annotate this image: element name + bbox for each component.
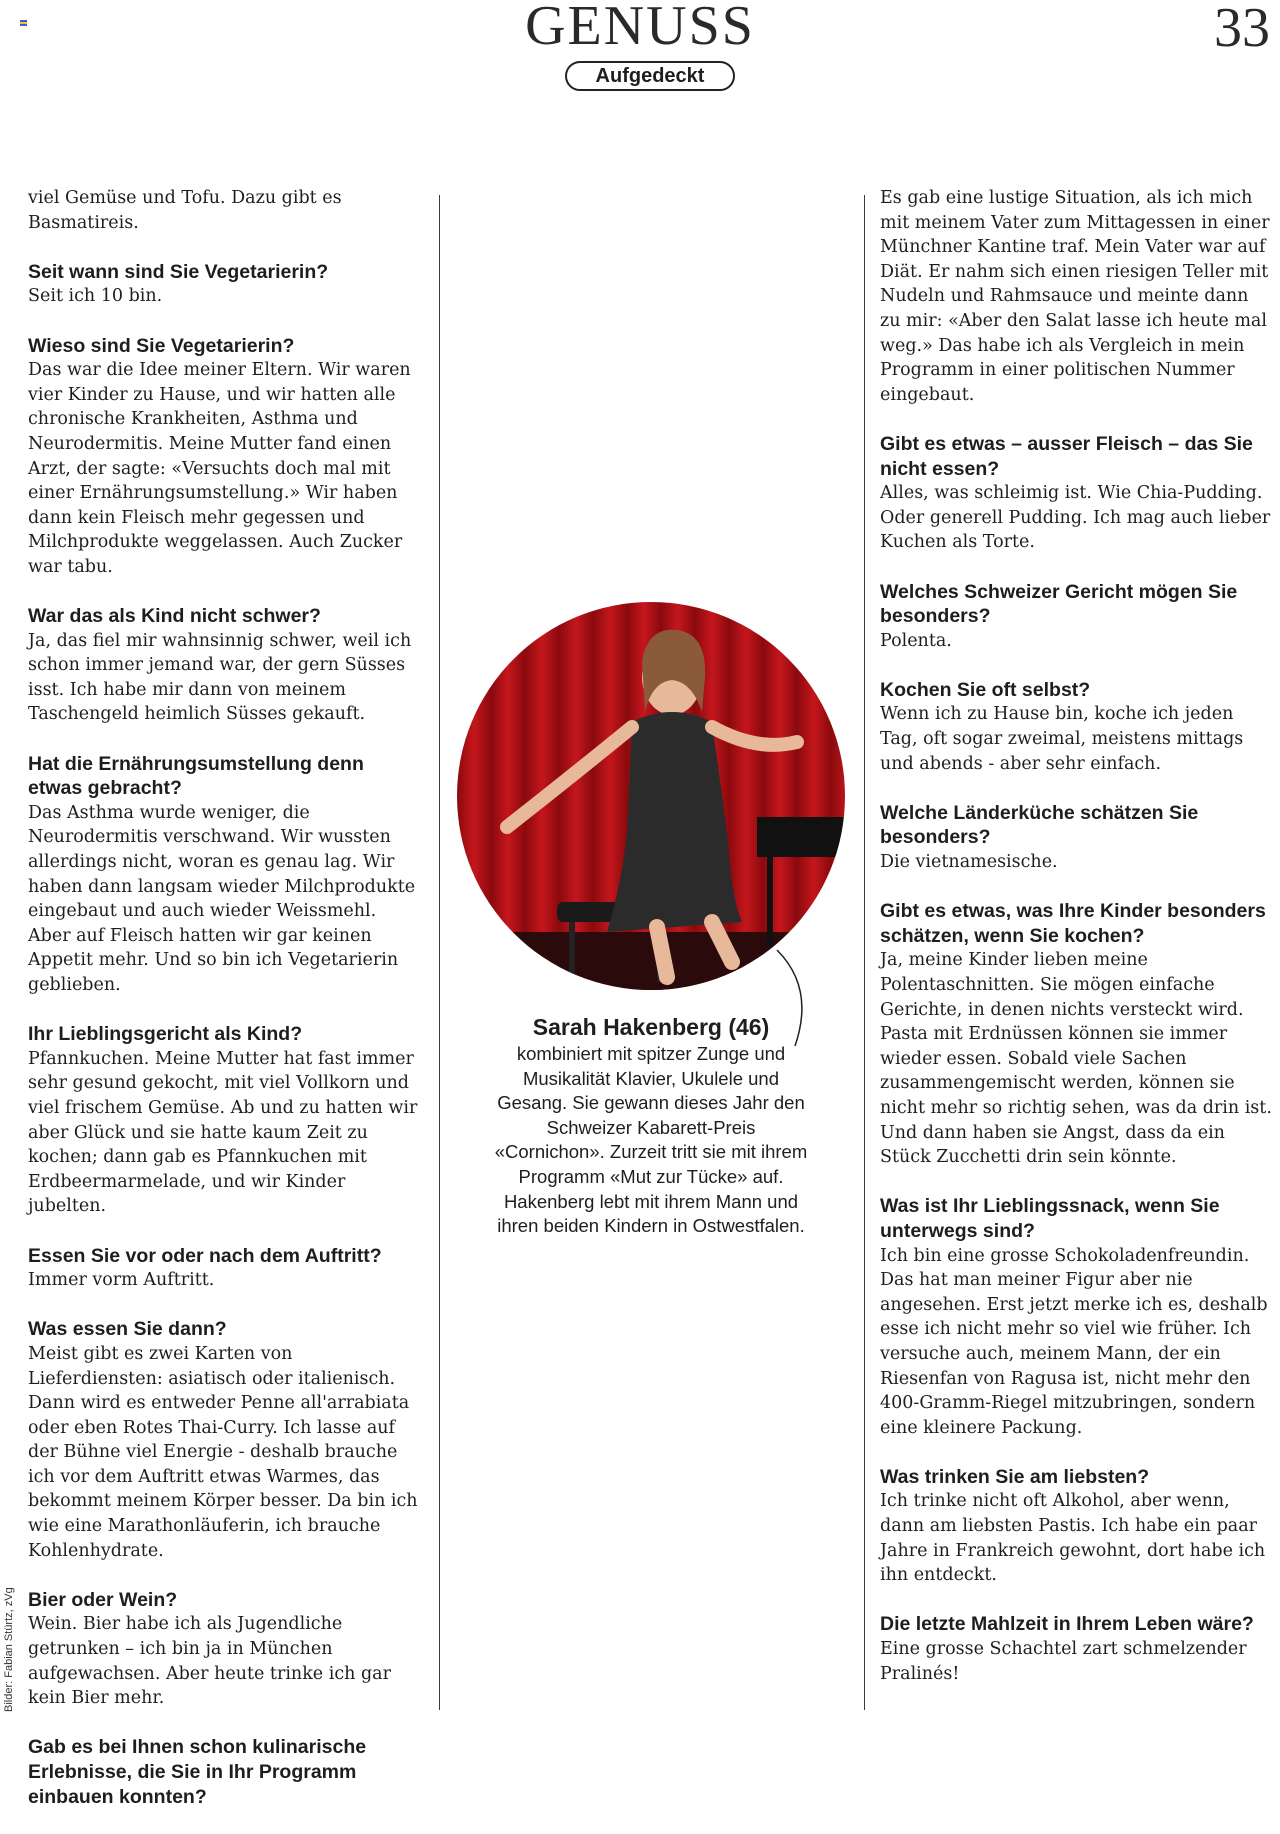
interview-question: Was trinken Sie am liebsten? (880, 1465, 1150, 1488)
interview-item (28, 1735, 423, 1809)
interview-item (28, 334, 423, 580)
page-number: 33 (1214, 0, 1270, 59)
column-divider (439, 195, 440, 1710)
interview-question: Wieso sind Sie Vegetarierin? (28, 334, 295, 357)
right-column (880, 186, 1272, 1711)
interview-question: Ihr Lieblingsgericht als Kind? (28, 1023, 303, 1046)
interview-item (28, 1317, 423, 1563)
interview-question: Seit wann sind Sie Vegetarierin? (28, 260, 329, 283)
interview-answer: Wein. Bier habe ich als Jugendliche getrunken – ich bin ja in München aufgewachsen. Aber heute trinke ich gar kein Bier mehr. (28, 1614, 391, 1709)
interview-answer: Alles, was schleimig ist. Wie Chia-Pudding. Oder generell Pudding. Ich mag auch lieber Kuchen als Torte. (880, 483, 1271, 553)
interview-item (28, 1244, 423, 1293)
interview-answer: Ja, das fiel mir wahnsinnig schwer, weil ich schon immer jemand war, der gern Süsses isst. Ich habe mir dann von meinem Taschengeld heimlich Süsses gekauft. (28, 630, 412, 725)
interview-answer: Ja, meine Kinder lieben meine Polentaschnitten. Sie mögen einfache Gerichte, in denen nichts versteckt wird. Pasta mit Erdnüssen können sie immer wieder essen. Sobald viele Sachen zusammengemischt werden, können sie nicht mehr so richtig sehen, was da drin ist. Und dann haben sie Angst, dass da ein Stück Zucchetti drin sein könnte. (880, 950, 1272, 1168)
interview-question: Bier oder Wein? (28, 1588, 178, 1611)
interview-item (880, 1194, 1272, 1440)
interview-item (28, 604, 423, 727)
interview-question: Kochen Sie oft selbst? (880, 678, 1091, 701)
interview-answer: Das Asthma wurde weniger, die Neurodermitis verschwand. Wir wussten allerdings nicht, woran es genau lag. Wir haben dann langsam wieder Milchprodukte eingebaut und auch wieder Weissmehl. Aber auf Fleisch hatten wir gar keinen Appetit mehr. Und so bin ich Vegetarierin geblieben. (28, 802, 416, 995)
interview-answer: Die vietnamesische. (880, 852, 1058, 873)
interview-answer: Wenn ich zu Hause bin, koche ich jeden Tag, oft sogar zweimal, meistens mittags und abends - aber sehr einfach. (880, 704, 1244, 774)
interview-item (28, 1022, 423, 1219)
interview-answer: Ich trinke nicht oft Alkohol, aber wenn, dann am liebsten Pastis. Ich habe ein paar Jahre in Frankreich gewohnt, dort habe ich ihn entdeckt. (880, 1491, 1266, 1586)
interview-answer: Eine grosse Schachtel zart schmelzender Pralinés! (880, 1639, 1247, 1684)
interview-answer: viel Gemüse und Tofu. Dazu gibt es Basmatireis. (28, 188, 342, 233)
interview-answer: Meist gibt es zwei Karten von Lieferdiensten: asiatisch oder italienisch. Dann wird es entweder Penne all'arrabiata oder eben Rotes Thai-Curry. Ich lasse auf der Bühne viel Energie - deshalb brauche ich vor dem Auftritt etwas Warmes, das bekommt meinem Körper besser. Da bin ich wie eine Marathonläuferin, ich brauche Kohlenhydrate. (28, 1343, 418, 1561)
photo-caption (492, 1012, 810, 1239)
interview-item (880, 432, 1272, 555)
section-title: GENUSS (525, 0, 755, 57)
photo-credit: Bilder: Fabian Stürtz, zVg (3, 1587, 15, 1712)
interview-item (880, 1612, 1272, 1686)
column-divider (864, 195, 865, 1710)
interview-item (28, 752, 423, 998)
interview-question: Die letzte Mahlzeit in Ihrem Leben wäre? (880, 1613, 1254, 1636)
caption-text: kombiniert mit spitzer Zunge und Musikalität Klavier, Ukulele und Gesang. Sie gewann dieses Jahr den Schweizer Kabarett-Preis «Cornichon». Zurzeit tritt sie mit ihrem Programm «Mut zur Tücke» auf. Hakenberg lebt mit ihrem Mann und ihren beiden Kindern in Ostwestfalen. (494, 1043, 808, 1237)
interview-item (880, 801, 1272, 875)
interview-answer: Polenta. (880, 630, 952, 651)
interview-question: Gibt es etwas, was Ihre Kinder besonders schätzen, wenn Sie kochen? (880, 900, 1266, 947)
interview-question: Welches Schweizer Gericht mögen Sie besonders? (880, 580, 1238, 628)
interview-question: Was essen Sie dann? (28, 1318, 227, 1341)
interview-item (880, 899, 1272, 1170)
interview-answer: Ich bin eine grosse Schokoladenfreundin. Das hat man meiner Figur aber nie angesehen. Erst jetzt merke ich es, deshalb esse ich nicht mehr so viel wie früher. Ich versuche auch, meinem Mann, der ein Riesenfan von Ragusa ist, nicht mehr den 400-Gramm-Riegel mitzubringen, sondern eine kleinere Packung. (880, 1245, 1268, 1438)
interview-item (28, 1588, 423, 1711)
interview-answer: Seit ich 10 bin. (28, 286, 163, 307)
caption-name: Sarah Hakenberg (46) (532, 1014, 770, 1040)
interview-question: Gibt es etwas – ausser Fleisch – das Sie nicht essen? (880, 432, 1253, 480)
interview-question: Hat die Ernährungsumstellung denn etwas gebracht? (28, 752, 364, 800)
interview-item (880, 186, 1272, 407)
portrait-illustration (457, 602, 845, 990)
interview-question: Essen Sie vor oder nach dem Auftritt? (28, 1244, 382, 1267)
interview-question: War das als Kind nicht schwer? (28, 605, 321, 628)
masthead (0, 0, 1280, 110)
interview-answer: Pfannkuchen. Meine Mutter hat fast immer sehr gesund gekocht, mit viel Vollkorn und viel frischem Gemüse. Ab und zu hatten wir aber Glück und sie hatte kaum Zeit zu kochen; dann gab es Pfannkuchen mit Erdbeermarmelade, und wir Kinder jubelten. (28, 1048, 418, 1217)
interview-question: Welche Länderküche schätzen Sie besonders? (880, 801, 1199, 849)
interview-item (28, 260, 423, 309)
interview-answer: Das war die Idee meiner Eltern. Wir waren vier Kinder zu Hause, und wir hatten alle chronische Krankheiten, Asthma und Neurodermitis. Meine Mutter fand einen Arzt, der sagte: «Versuchts doch mal mit einer Ernährungsumstellung.» Wir haben dann kein Fleisch mehr gegessen und Milchprodukte weggelassen. Auch Zucker war tabu. (28, 360, 411, 577)
interview-item (880, 580, 1272, 654)
interview-item (28, 186, 423, 235)
portrait-photo (457, 602, 845, 990)
left-column (28, 186, 423, 1834)
interview-question: Was ist Ihr Lieblingssnack, wenn Sie unterwegs sind? (880, 1195, 1220, 1242)
interview-item (880, 1465, 1272, 1588)
interview-answer: Immer vorm Auftritt. (28, 1270, 215, 1291)
interview-item (880, 678, 1272, 776)
subsection-label: Aufgedeckt (565, 61, 735, 91)
interview-question: Gab es bei Ihnen schon kulinarische Erlebnisse, die Sie in Ihr Programm einbauen konnten? (28, 1736, 367, 1808)
interview-answer: Es gab eine lustige Situation, als ich mich mit meinem Vater zum Mittagessen in einer Münchner Kantine traf. Mein Vater war auf Diät. Er nahm sich einen riesigen Teller mit Nudeln und Rahmsauce und meinte dann zu mir: «Aber den Salat lasse ich heute mal weg.» Das habe ich als Vergleich in mein Programm in einer politischen Nummer eingebaut. (880, 188, 1270, 405)
